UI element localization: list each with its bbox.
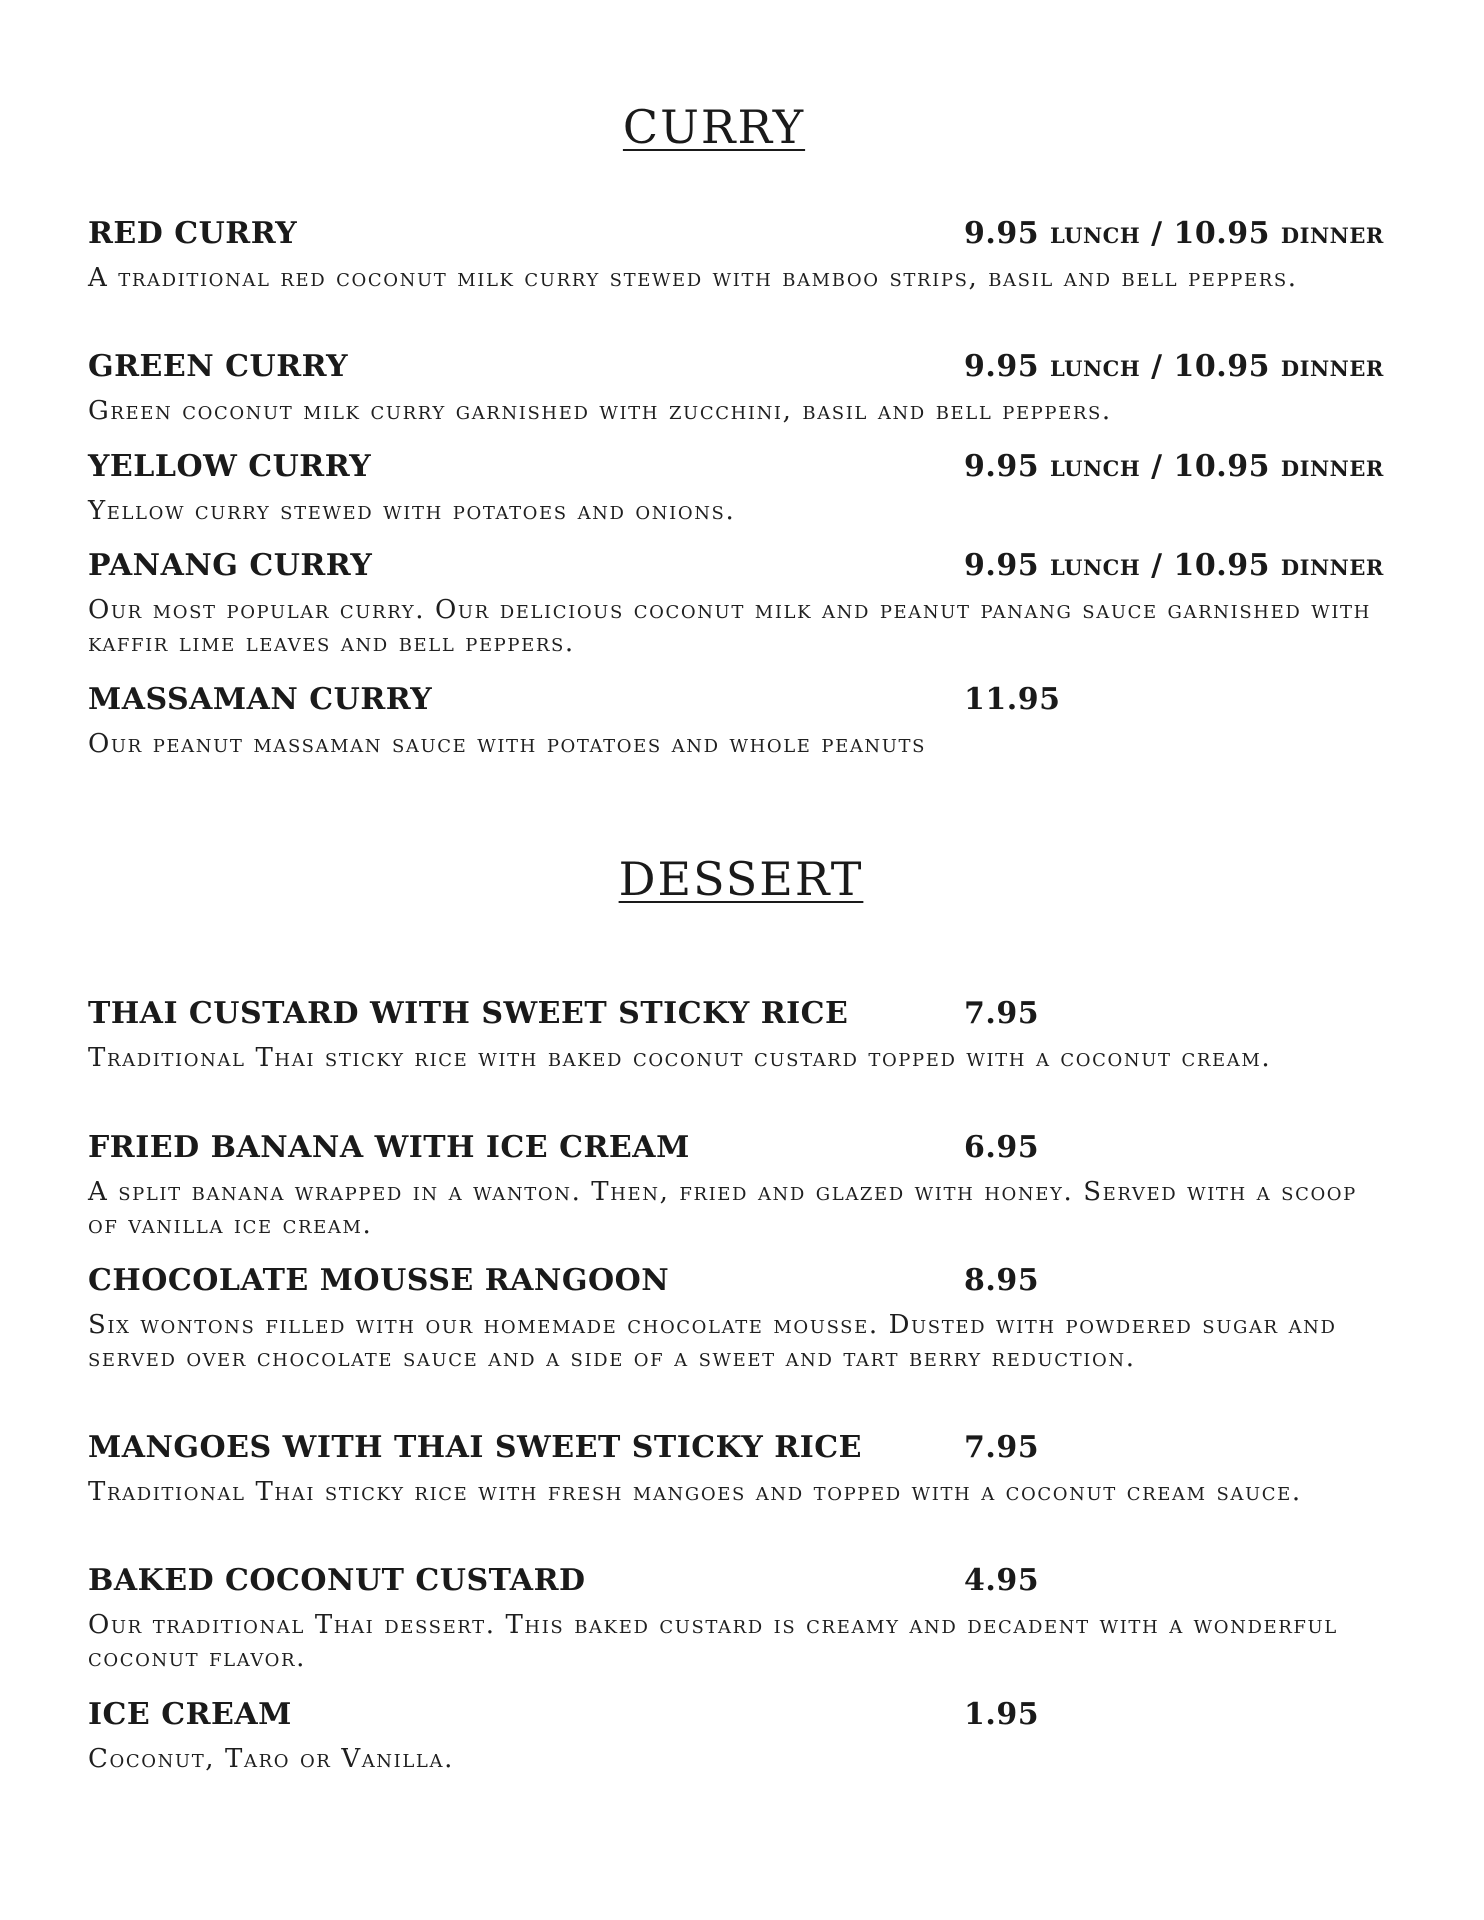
dessert-section-title: DESSERT bbox=[618, 852, 864, 906]
menu-item-massaman-curry bbox=[88, 682, 1408, 761]
item-price: 9.95 lunch / 10.95 dinner bbox=[964, 548, 1384, 583]
item-price: 7.95 bbox=[964, 996, 1040, 1031]
item-description: Yellow curry stewed with potatoes and onions. bbox=[88, 496, 736, 526]
item-price: 7.95 bbox=[964, 1430, 1040, 1465]
item-price: 9.95 lunch / 10.95 dinner bbox=[964, 216, 1384, 251]
item-price: 6.95 bbox=[964, 1130, 1040, 1165]
item-name: PANANG CURRY bbox=[88, 548, 373, 583]
menu-item-yellow-curry bbox=[88, 449, 1408, 528]
item-name: YELLOW CURRY bbox=[88, 449, 372, 484]
menu-item-chocolate-mousse-rangoon bbox=[88, 1263, 1408, 1375]
item-description: Our traditional Thai dessert. This baked custard is creamy and decadent with a wonderful coconut flavor. bbox=[88, 1610, 1338, 1673]
item-name: RED CURRY bbox=[88, 216, 298, 251]
menu-item-panang-curry bbox=[88, 548, 1408, 660]
item-description: Traditional Thai sticky rice with fresh mangoes and topped with a coconut cream sauce. bbox=[88, 1477, 1302, 1507]
item-name: CHOCOLATE MOUSSE RANGOON bbox=[88, 1263, 670, 1298]
item-name: ICE CREAM bbox=[88, 1697, 292, 1732]
item-description: A traditional red coconut milk curry stewed with bamboo strips, basil and bell peppers. bbox=[88, 263, 1298, 293]
menu-item-baked-coconut-custard bbox=[88, 1563, 1408, 1675]
item-price: 11.95 bbox=[964, 682, 1061, 717]
item-description: Green coconut milk curry garnished with zucchini, basil and bell peppers. bbox=[88, 396, 1112, 426]
item-name: GREEN CURRY bbox=[88, 349, 349, 384]
item-description: Our most popular curry. Our delicious coconut milk and peanut panang sauce garnished with kaffir lime leaves and bell peppers. bbox=[88, 595, 1371, 658]
menu-item-fried-banana bbox=[88, 1130, 1408, 1242]
menu-item-thai-custard bbox=[88, 996, 1408, 1075]
item-description: Traditional Thai sticky rice with baked coconut custard topped with a coconut cream. bbox=[88, 1043, 1272, 1073]
item-name: THAI CUSTARD WITH SWEET STICKY RICE bbox=[88, 996, 849, 1031]
item-name: MASSAMAN CURRY bbox=[88, 682, 433, 717]
item-price: 9.95 lunch / 10.95 dinner bbox=[964, 449, 1384, 484]
item-price: 9.95 lunch / 10.95 dinner bbox=[964, 349, 1384, 384]
item-description: Coconut, Taro or Vanilla. bbox=[88, 1744, 454, 1774]
item-name: FRIED BANANA WITH ICE CREAM bbox=[88, 1130, 690, 1165]
menu-item-green-curry bbox=[88, 349, 1408, 428]
item-price: 8.95 bbox=[964, 1263, 1040, 1298]
item-name: BAKED COCONUT CUSTARD bbox=[88, 1563, 586, 1598]
item-name: MANGOES WITH THAI SWEET STICKY RICE bbox=[88, 1430, 862, 1465]
item-price: 4.95 bbox=[964, 1563, 1040, 1598]
item-description: Six wontons filled with our homemade chocolate mousse. Dusted with powdered sugar and served over chocolate sauce and a side of a sweet and tart berry reduction. bbox=[88, 1310, 1337, 1373]
item-price: 1.95 bbox=[964, 1697, 1040, 1732]
menu-item-mangoes-sticky-rice bbox=[88, 1430, 1408, 1509]
menu-item-ice-cream bbox=[88, 1697, 1408, 1776]
menu-item-red-curry bbox=[88, 216, 1408, 295]
curry-section-title: CURRY bbox=[622, 100, 806, 154]
item-description: Our peanut massaman sauce with potatoes and whole peanuts bbox=[88, 729, 927, 759]
item-description: A split banana wrapped in a wanton. Then, fried and glazed with honey. Served with a scoop of vanilla ice cream. bbox=[88, 1177, 1357, 1240]
